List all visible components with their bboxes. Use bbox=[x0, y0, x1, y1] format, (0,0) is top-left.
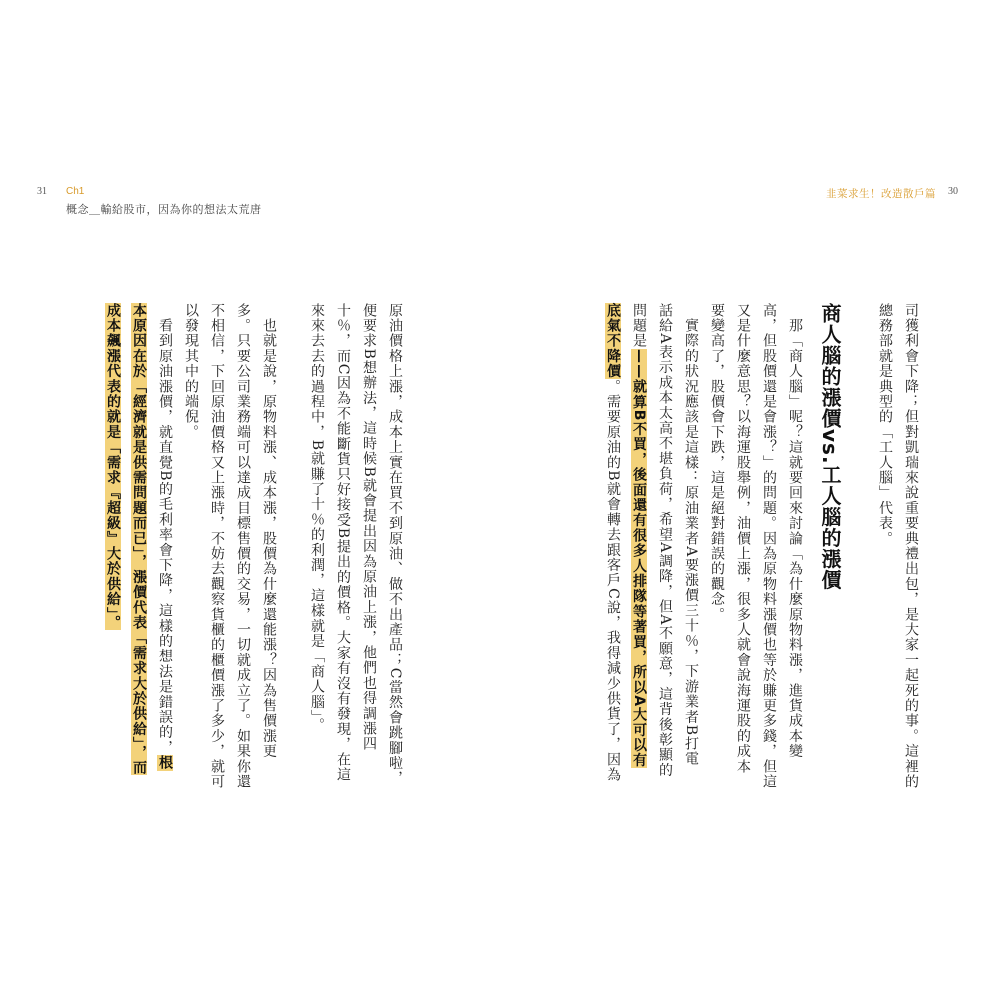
left-col-11 bbox=[100, 303, 126, 630]
left-col-7: 不相信，下回原油價格又上漲時，不妨去觀察貨櫃的櫃價漲了多少，就可 bbox=[209, 303, 225, 790]
highlight-text: 底氣不降價 bbox=[605, 303, 621, 379]
right-col-8-post: 。需要原油的B就會轉去跟客戶C說，我得減少供貨了，因為 bbox=[605, 379, 621, 783]
chapter-label: Ch1 bbox=[66, 186, 85, 197]
book-title: 韭菜求生！改造散戶篇 bbox=[826, 188, 936, 200]
highlight-text: ——就算B不買，後面還有很多人排隊等著買，所以A大可以有 bbox=[631, 348, 647, 768]
right-col-7-pre: 問題是 bbox=[631, 303, 647, 349]
chapter-title: 概念＿輸給股市，因為你的想法太荒唐 bbox=[66, 203, 262, 216]
left-col-6: 多。只要公司業務端可以達成目標售價的交易，一切就成立了。如果你還 bbox=[235, 303, 251, 790]
left-col-5: 也就是說，原物料漲、成本漲，股價為什麼還能漲？因為售價漲更 bbox=[261, 303, 277, 759]
left-col-10 bbox=[126, 303, 152, 775]
right-intro-col-2: 總務部就是典型的「工人腦」代表。 bbox=[877, 303, 893, 547]
left-col-9-text: 看到原油漲價，就直覺B的毛利率會下降，這樣的想法是錯誤的， bbox=[157, 303, 173, 756]
right-col-3: 又是什麼意思？以海運股舉例，油價上漲，很多人就會說海運股的成本 bbox=[735, 303, 751, 775]
right-col-7 bbox=[626, 303, 652, 768]
left-page-number: 31 bbox=[37, 186, 47, 197]
right-col-4: 要變高了，股價會下跌，這是絕對錯誤的觀念。 bbox=[709, 303, 725, 623]
left-col-9 bbox=[152, 303, 178, 771]
section-heading: 商人腦的漲價vs.工人腦的漲價 bbox=[818, 303, 842, 591]
right-col-2: 高，但股價還是會漲？」的問題。因為原物料漲價也等於賺更多錢，但這 bbox=[761, 303, 777, 790]
left-col-8: 以發現其中的端倪。 bbox=[183, 303, 199, 440]
right-page-number: 30 bbox=[948, 186, 958, 197]
right-intro-col-1: 司獲利會下降；但對凱瑞來說重要典禮出包，是大家一起死的事。這裡的 bbox=[903, 303, 919, 790]
left-col-2: 便要求B想辦法，這時候B就會提出因為原油上漲，他們也得調漲四 bbox=[361, 303, 377, 752]
right-col-5: 實際的狀況應該是這樣：原油業者A要漲價三十％，下游業者B打電 bbox=[683, 303, 699, 767]
left-col-1: 原油價格上漲，成本上實在買不到原油、做不出產品；C當然會跳腳啦， bbox=[387, 303, 403, 787]
right-col-8 bbox=[600, 303, 626, 782]
highlight-text: 成本飆漲代表的就是「需求『超級』大於供給」。 bbox=[105, 303, 121, 631]
left-col-3: 十％，而C因為不能斷貨只好接受B提出的價格。大家有沒有發現，在這 bbox=[335, 303, 351, 783]
highlight-text: 根 bbox=[157, 755, 173, 771]
left-col-4: 來來去去的過程中，B就賺了十％的利潤，這樣就是「商人腦」。 bbox=[309, 303, 325, 734]
right-col-6: 話給A表示成本太高不堪負荷，希望A調降，但A不願意，這背後彰顯的 bbox=[657, 303, 673, 778]
right-col-1: 那「商人腦」呢？這就要回來討論「為什麼原物料漲，進貨成本變 bbox=[787, 303, 803, 759]
highlight-text: 本原因在於「經濟就是供需問題而已」，漲價代表「需求大於供給」，而 bbox=[131, 303, 147, 776]
